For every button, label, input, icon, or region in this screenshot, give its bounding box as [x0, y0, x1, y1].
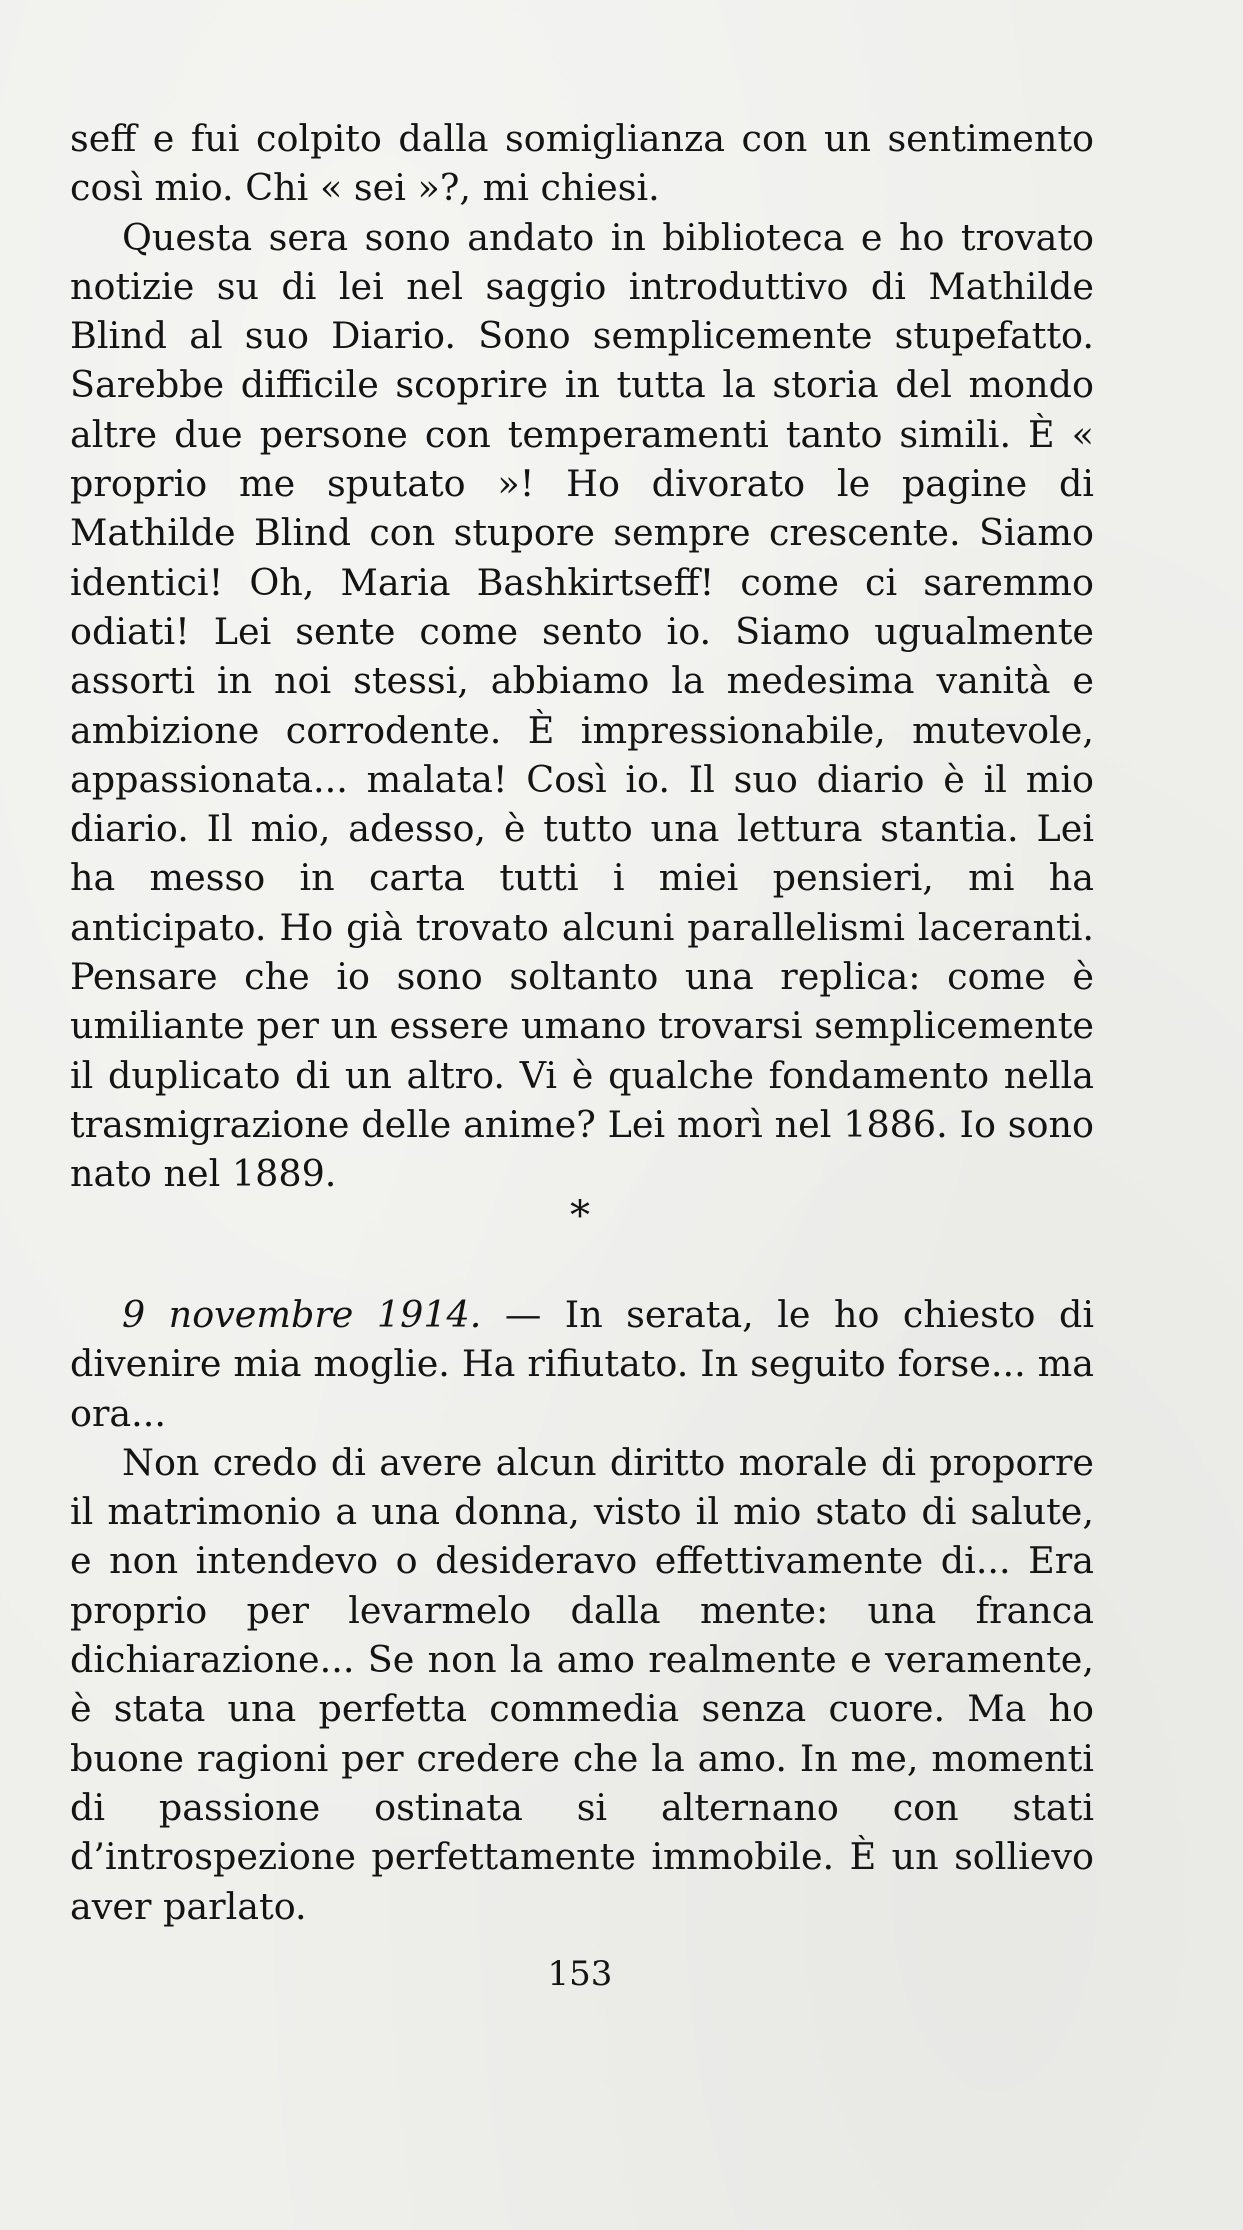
entry-text: — In serata, le ho chiesto di divenire mia moglie. Ha rifiutato. In seguito forse... ma ora...: [70, 1293, 1094, 1435]
diary-section-1: [70, 114, 1094, 1199]
section-separator: *: [570, 1193, 590, 1239]
paragraph-library: Questa sera sono andato in biblioteca e ho trovato notizie su di lei nel saggio introduttivo di Mathilde Blind al suo Diario. Sono semplicemente stupefatto. Sarebbe difficile scoprire in tutta la storia del mondo altre due persone con temperamenti tanto simili. È « proprio me sputato »! Ho divorato le pagine di Mathilde Blind con stupore sempre crescente. Siamo identici! Oh, Maria Bashkirtseff! come ci saremmo odiati! Lei sente come sento io. Siamo ugualmente assorti in noi stessi, abbiamo la medesima vanità e ambizione corrodente. È impressionabile, mutevole, appassionata... malata! Così io. Il suo diario è il mio diario. Il mio, adesso, è tutto una lettura stantia. Lei ha messo in carta tutti i miei pensieri, mi ha anticipato. Ho già trovato alcuni parallelismi laceranti. Pensare che io sono soltanto una replica: come è umiliante per un essere umano trovarsi semplicemente il duplicato di un altro. Vi è qualche fondamento nella trasmigrazione delle anime? Lei morì nel 1886. Io sono nato nel 1889.: [70, 215, 1094, 1196]
diary-section-2: [70, 1290, 1094, 1931]
entry-date: 9 novembre 1914.: [122, 1293, 482, 1336]
diary-entry: [70, 1290, 1094, 1438]
paragraph-continuation: seff e fui colpito dalla somiglianza con un sentimento così mio. Chi « sei »?, mi chiesi.: [70, 117, 1094, 210]
paragraph-marriage: Non credo di avere alcun diritto morale di proporre il matrimonio a una donna, visto il mio stato di salute, e non intendevo o desideravo effettivamente di... Era proprio per levarmelo dalla mente: una franca dichiarazione... Se non la amo realmente e veramente, è stata una perfetta commedia senza cuore. Ma ho buone ragioni per credere che la amo. In me, momenti di passione ostinata si alternano con stati d’introspezione perfettamente immobile. È un sollievo aver parlato.: [70, 1440, 1094, 1928]
page-number: 153: [547, 1954, 613, 1994]
